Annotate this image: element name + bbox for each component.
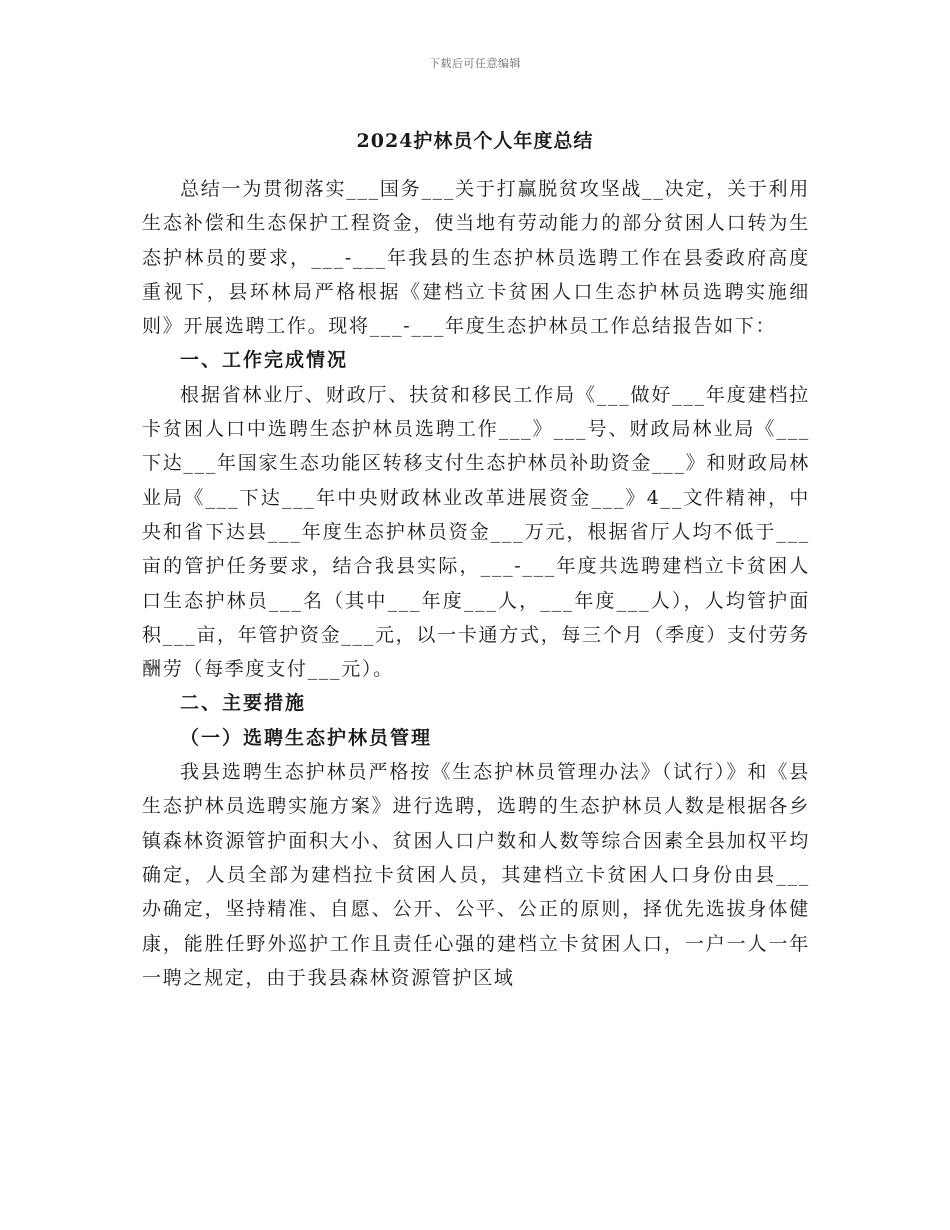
paragraph-intro: 总结一为贯彻落实___国务___关于打赢脱贫攻坚战__决定，关于利用生态补偿和生态保护工程资金，使当地有劳动能力的部分贫困人口转为生态护林员的要求，___-___年我县的生态护林员选聘工作在县委政府高度重视下，县环林局严格根据《建档立卡贫困人口生态护林员选聘实施细则》开展选聘工作。现将___-___年度生态护林员工作总结报告如下： bbox=[142, 178, 810, 338]
subsection-heading-ranger-management: （一）选聘生态护林员管理 bbox=[180, 726, 433, 749]
header-note: 下载后可任意编辑 bbox=[429, 57, 521, 70]
section-heading-work-completion: 一、工作完成情况 bbox=[180, 349, 349, 372]
paragraph-ranger-management: 我县选聘生态护林员严格按《生态护林员管理办法》（试行）》和《县生态护林员选聘实施方案》进行选聘，选聘的生态护林员人数是根据各乡镇森林资源管护面积大小、贫困人口户数和人数等综合因素全县加权平均确定，人员全部为建档拉卡贫困人员，其建档立卡贫困人口身份由县___办确定，坚持精准、自愿、公开、公平、公正的原则，择优先选拔身体健康，能胜任野外巡护工作且责任心强的建档立卡贫困人口，一户一人一年一聘之规定，由于我县森林资源管护区域 bbox=[142, 761, 810, 989]
paragraph-work-completion: 根据省林业厅、财政厅、扶贫和移民工作局《___做好___年度建档拉卡贫困人口中选聘生态护林员选聘工作___》___号、财政局林业局《___下达___年国家生态功能区转移支付生态护林员补助资金___》和财政局林业局《___下达___年中央财政林业改革进展资金___》4__文件精神，中央和省下达县___年度生态护林员资金___万元，根据省厅人均不低于___亩的管护任务要求，结合我县实际，___-___年度共选聘建档立卡贫困人口生态护林员___名（其中___年度___人，___年度___人），人均管护面积___亩，年管护资金___元，以一卡通方式，每三个月（季度）支付劳务酬劳（每季度支付___元）。 bbox=[142, 383, 810, 681]
document-title: 2024护林员个人年度总结 bbox=[356, 130, 594, 152]
document-body bbox=[142, 172, 810, 995]
section-heading-main-measures: 二、主要措施 bbox=[180, 692, 307, 715]
